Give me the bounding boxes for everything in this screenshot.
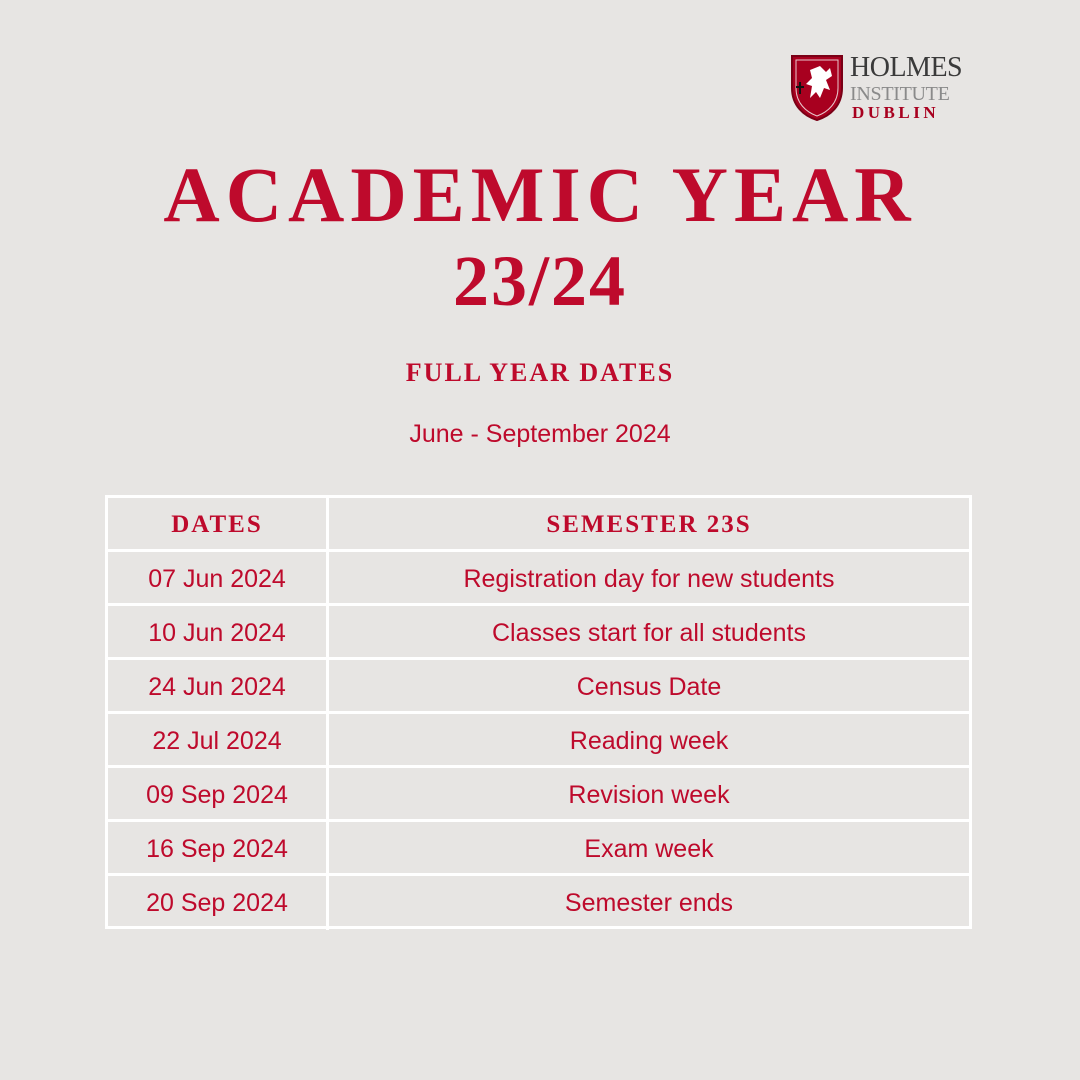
row-event: Semester ends [564, 888, 734, 917]
table-row [108, 657, 969, 714]
row-event: Exam week [584, 834, 714, 863]
row-date: 16 Sep 2024 [108, 822, 329, 876]
page-title-line2: 23/24 [452, 241, 627, 321]
row-date: 20 Sep 2024 [108, 876, 329, 930]
header-semester: SEMESTER 23S [546, 511, 752, 538]
row-date: 24 Jun 2024 [108, 660, 329, 714]
row-date: 10 Jun 2024 [108, 606, 329, 660]
row-event: Census Date [576, 672, 722, 701]
logo-wordmark-line2: INSTITUTE [850, 83, 950, 105]
table-row [108, 819, 969, 876]
table-row [108, 765, 969, 822]
logo-wordmark-line1: HOLMES [850, 52, 963, 83]
row-date: 07 Jun 2024 [108, 552, 329, 606]
table-row [108, 711, 969, 768]
shield-crest-icon [790, 54, 844, 122]
schedule-table [105, 495, 972, 929]
row-event: Reading week [569, 726, 729, 755]
row-date: 09 Sep 2024 [108, 768, 329, 822]
section-subtitle: FULL YEAR DATES [405, 358, 675, 387]
table-header-row [108, 498, 969, 552]
table-row [108, 873, 969, 930]
row-event: Registration day for new students [463, 564, 835, 593]
row-event: Revision week [568, 780, 730, 809]
holmes-institute-logo [790, 54, 980, 124]
logo-wordmark-line3: DUBLIN [852, 103, 940, 122]
row-date: 22 Jul 2024 [108, 714, 329, 768]
table-row [108, 549, 969, 606]
date-range-text: June - September 2024 [409, 420, 671, 448]
page-title-line1: ACADEMIC YEAR [163, 151, 917, 238]
header-dates: DATES [108, 498, 329, 552]
row-event: Classes start for all students [491, 618, 806, 647]
table-row [108, 603, 969, 660]
